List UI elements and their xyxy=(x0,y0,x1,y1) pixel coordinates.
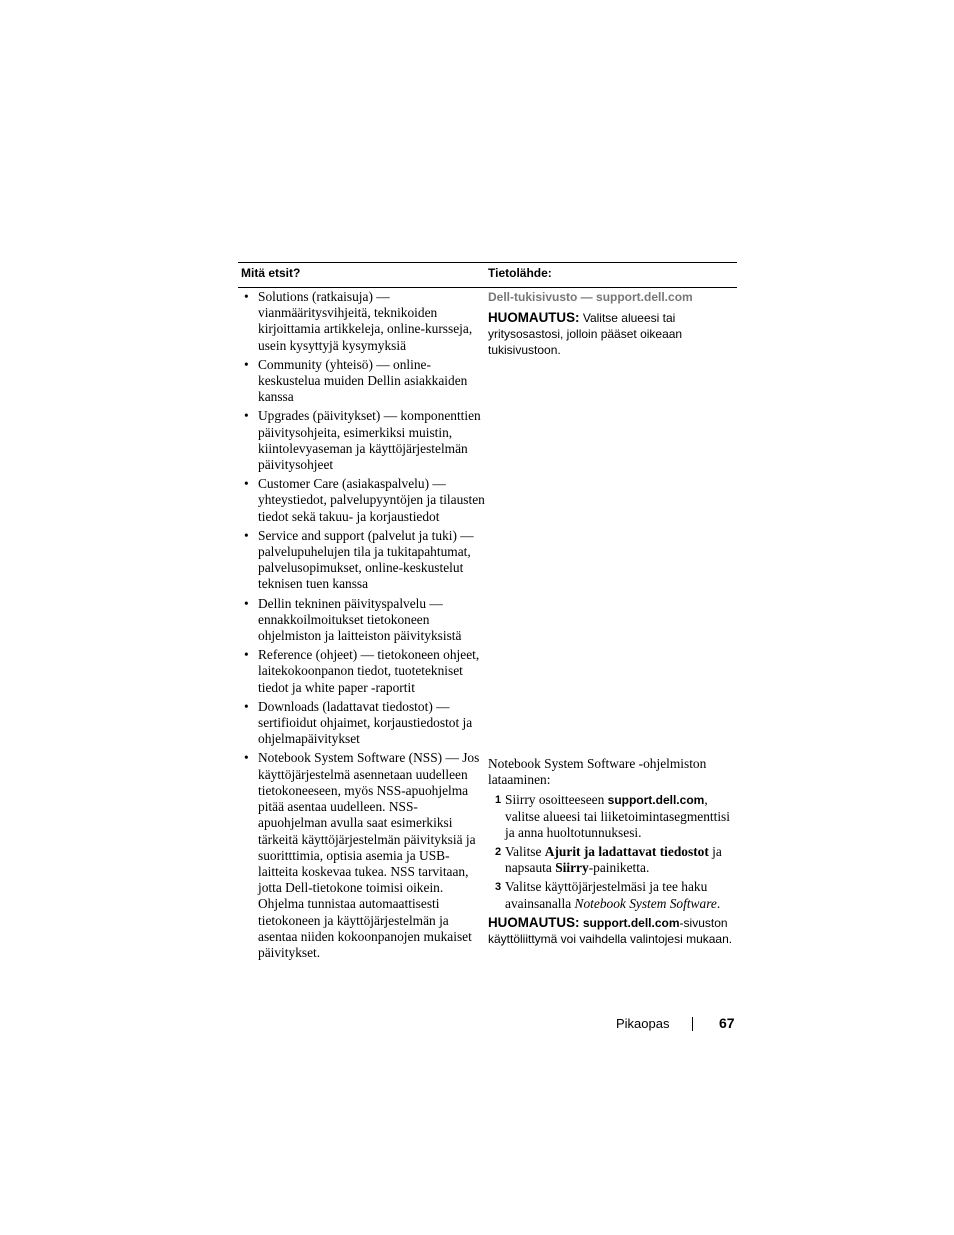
list-item: • Notebook System Software (NSS) — Jos käyttöjärjestelmä asennetaan uudelleen tietokoneeseen, myös NSS-apuohjelma pitää asentaa uudelleen. NSS-apuohjelman avulla saat esimerkiksi tärkeitä käyttöjärjestelmän päivityksiä ja suoritttimia, optisia asemia ja USB-laitteita koskevaa tukea. NSS tarvitaan, jotta Dell-tietokone toimisi oikein. Ohjelma tunnistaa automaattisesti tietokoneen ja käyttöjärjestelmän ja asentaa niiden kokoonpanojen mukaiset päivitykset. xyxy=(244,750,480,960)
bullet-icon: • xyxy=(244,698,249,714)
note-block xyxy=(488,310,708,359)
note-text: Valitse alueesi tai yritysosastosi, jolloin pääset oikeaan tukisivustoon. xyxy=(488,311,683,358)
table-header-rule xyxy=(238,287,737,288)
note-block-2: HUOMAUTUS: support.dell.com-sivuston käyttöliittymä voi vaihdella valintojesi mukaan. xyxy=(488,914,733,947)
note-label: HUOMAUTUS: xyxy=(488,914,580,930)
column-header-left: Mitä etsit? xyxy=(241,266,301,280)
step-number: 2 xyxy=(495,846,502,859)
step-number: 1 xyxy=(495,794,502,807)
nss-intro: Notebook System Software -ohjelmiston lataaminen: xyxy=(488,756,707,788)
topic-list xyxy=(241,289,486,961)
drivers-downloads-option: Ajurit ja ladattavat tiedostot xyxy=(544,844,709,860)
source-info-block xyxy=(488,289,708,359)
list-item: • Customer Care (asiakaspalvelu) — yhteystiedot, palvelupyyntöjen ja tilausten tiedot sekä takuu- ja korjaustiedot xyxy=(244,476,485,524)
bullet-icon: • xyxy=(244,750,249,766)
bullet-icon: • xyxy=(244,527,249,543)
step-item: 2 Valitse Ajurit ja ladattavat tiedostot ja napsauta Siirry-painiketta. xyxy=(495,844,722,876)
bullet-icon: • xyxy=(244,408,249,424)
step-item: 1 Siirry osoitteeseen support.dell.com, valitse alueesi tai liiketoimintasegmenttisi ja anna huoltotunnuksesi. xyxy=(495,792,730,840)
go-button-label: Siirry xyxy=(555,860,589,876)
list-item: • Community (yhteisö) — online-keskustelua muiden Dellin asiakkaiden kanssa xyxy=(244,356,468,405)
step-number: 3 xyxy=(495,881,502,894)
list-item: • Downloads (ladattavat tiedostot) — sertifioidut ohjaimet, korjaustiedostot ja ohjelmapäivitykset xyxy=(244,698,473,747)
support-url[interactable]: support.dell.com xyxy=(607,793,705,808)
search-keyword: Notebook System Software xyxy=(574,895,717,911)
support-url[interactable]: support.dell.com xyxy=(582,915,680,930)
list-item: • Reference (ohjeet) — tietokoneen ohjeet, laitekokoonpanon tiedot, tuotetekniset tiedot ja white paper -raportit xyxy=(244,647,480,695)
list-item: • Service and support (palvelut ja tuki) — palvelupuhelujen tila ja tukitapahtumat, palvelusopimukset, online-keskustelut teknisen tuen kanssa xyxy=(244,527,474,592)
bullet-icon: • xyxy=(244,647,249,663)
footer-title: Pikaopas xyxy=(616,1016,670,1031)
table-top-rule xyxy=(238,262,737,263)
nss-download-block xyxy=(488,756,736,947)
step-list xyxy=(488,792,736,911)
bullet-icon: • xyxy=(244,595,249,611)
page-number: 67 xyxy=(719,1015,735,1031)
note-label: HUOMAUTUS: xyxy=(488,310,580,325)
list-item: • Solutions (ratkaisuja) — vianmääritysvihjeitä, teknikoiden kirjoittamia artikkeleja, online-kursseja, usein kysyttyjä kysymyksiä xyxy=(244,289,473,353)
step-item: 3 Valitse käyttöjärjestelmäsi ja tee haku avainsanalla Notebook System Software. xyxy=(495,879,721,911)
support-site-link[interactable]: Dell-tukisivusto — support.dell.com xyxy=(488,290,693,304)
bullet-icon: • xyxy=(244,289,249,304)
what-you-look-for-column xyxy=(241,289,486,964)
footer-divider xyxy=(692,1017,693,1031)
bullet-icon: • xyxy=(244,476,249,492)
list-item: • Dellin tekninen päivityspalvelu — ennakkoilmoitukset tietokoneen ohjelmiston ja laitteiston päivityksistä xyxy=(244,595,462,644)
list-item: • Upgrades (päivitykset) — komponenttien päivitysohjeita, esimerkiksi muistin, kiintolevyaseman ja käyttöjärjestelmän päivitysohjeet xyxy=(244,408,481,473)
column-header-right: Tietolähde: xyxy=(488,266,552,280)
bullet-icon: • xyxy=(244,356,249,372)
